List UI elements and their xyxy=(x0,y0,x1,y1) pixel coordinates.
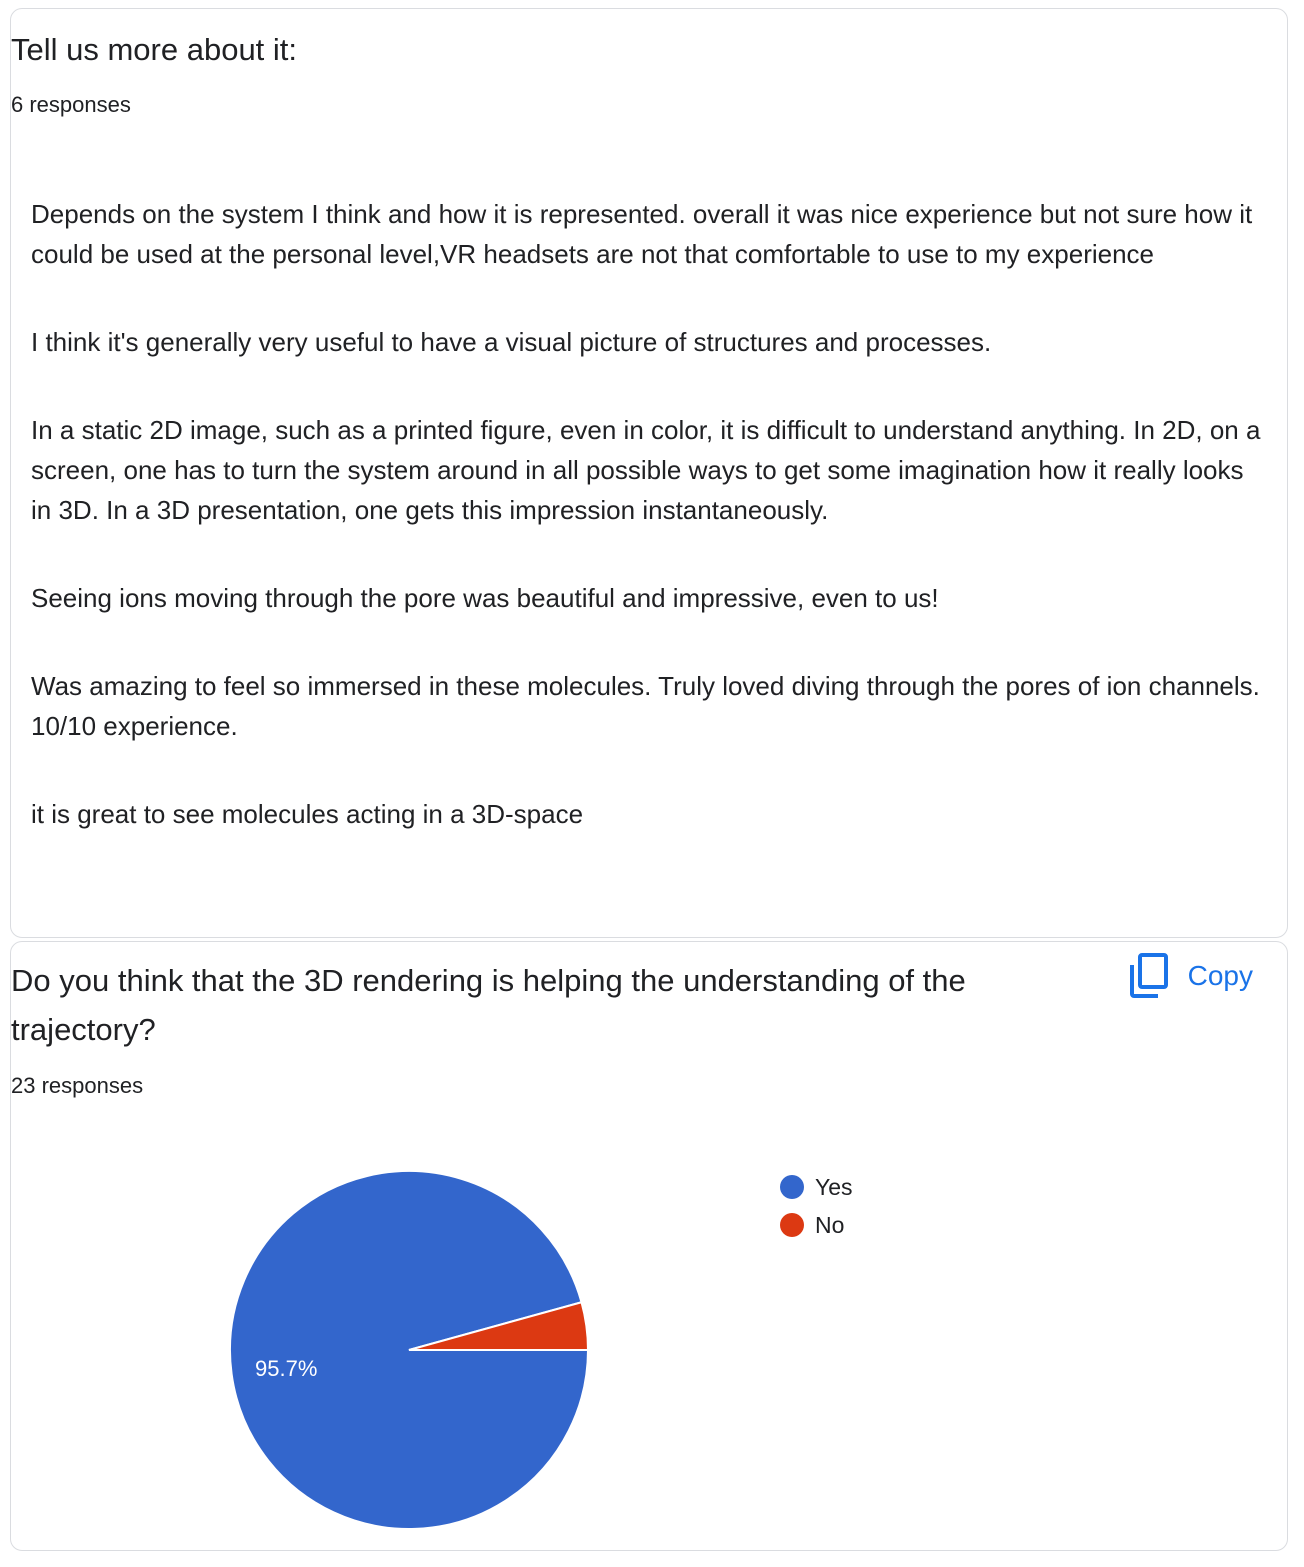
response-count: 23 responses xyxy=(11,1073,144,1098)
response-count: 6 responses xyxy=(11,92,131,117)
answer-item: it is great to see molecules acting in a 3D-space xyxy=(31,799,584,829)
legend-item-yes[interactable] xyxy=(780,1168,853,1206)
text-response-card xyxy=(10,8,1288,938)
question-title: Tell us more about it: xyxy=(11,32,298,67)
copy-icon xyxy=(1128,952,1170,1000)
answer-item: In a static 2D image, such as a printed figure, even in color, it is difficult to understand anything. In 2D, on a screen, one has to turn the system around in all possible ways to get some imagination how it really looks in 3D. In a 3D presentation, one gets this impression instantaneously. xyxy=(31,415,1261,525)
answer-item: Was amazing to feel so immersed in these molecules. Truly loved diving through the pores of ion channels. 10/10 experience. xyxy=(31,671,1260,741)
pie-data-label-yes: 95.7% xyxy=(255,1356,318,1381)
pie-chart xyxy=(11,942,771,1550)
answer-item: Seeing ions moving through the pore was beautiful and impressive, even to us! xyxy=(31,583,939,613)
copy-label: Copy xyxy=(1187,960,1253,991)
legend-label-no: No xyxy=(815,1211,845,1238)
chart-legend xyxy=(780,1168,853,1244)
answer-item: I think it's generally very useful to have a visual picture of structures and processes. xyxy=(31,327,992,357)
legend-swatch-yes xyxy=(780,1175,804,1199)
answer-list xyxy=(31,194,1261,882)
legend-item-no[interactable] xyxy=(780,1206,853,1244)
copy-button[interactable] xyxy=(1128,952,1253,1000)
question-title: Do you think that the 3D rendering is helping the understanding of the trajectory? xyxy=(11,963,966,1047)
legend-swatch-no xyxy=(780,1213,804,1237)
legend-label-yes: Yes xyxy=(815,1173,853,1200)
pie-response-card xyxy=(10,941,1288,1551)
answer-item: Depends on the system I think and how it is represented. overall it was nice experience but not sure how it could be used at the personal level,VR headsets are not that comfortable to use to my experience xyxy=(31,199,1253,269)
